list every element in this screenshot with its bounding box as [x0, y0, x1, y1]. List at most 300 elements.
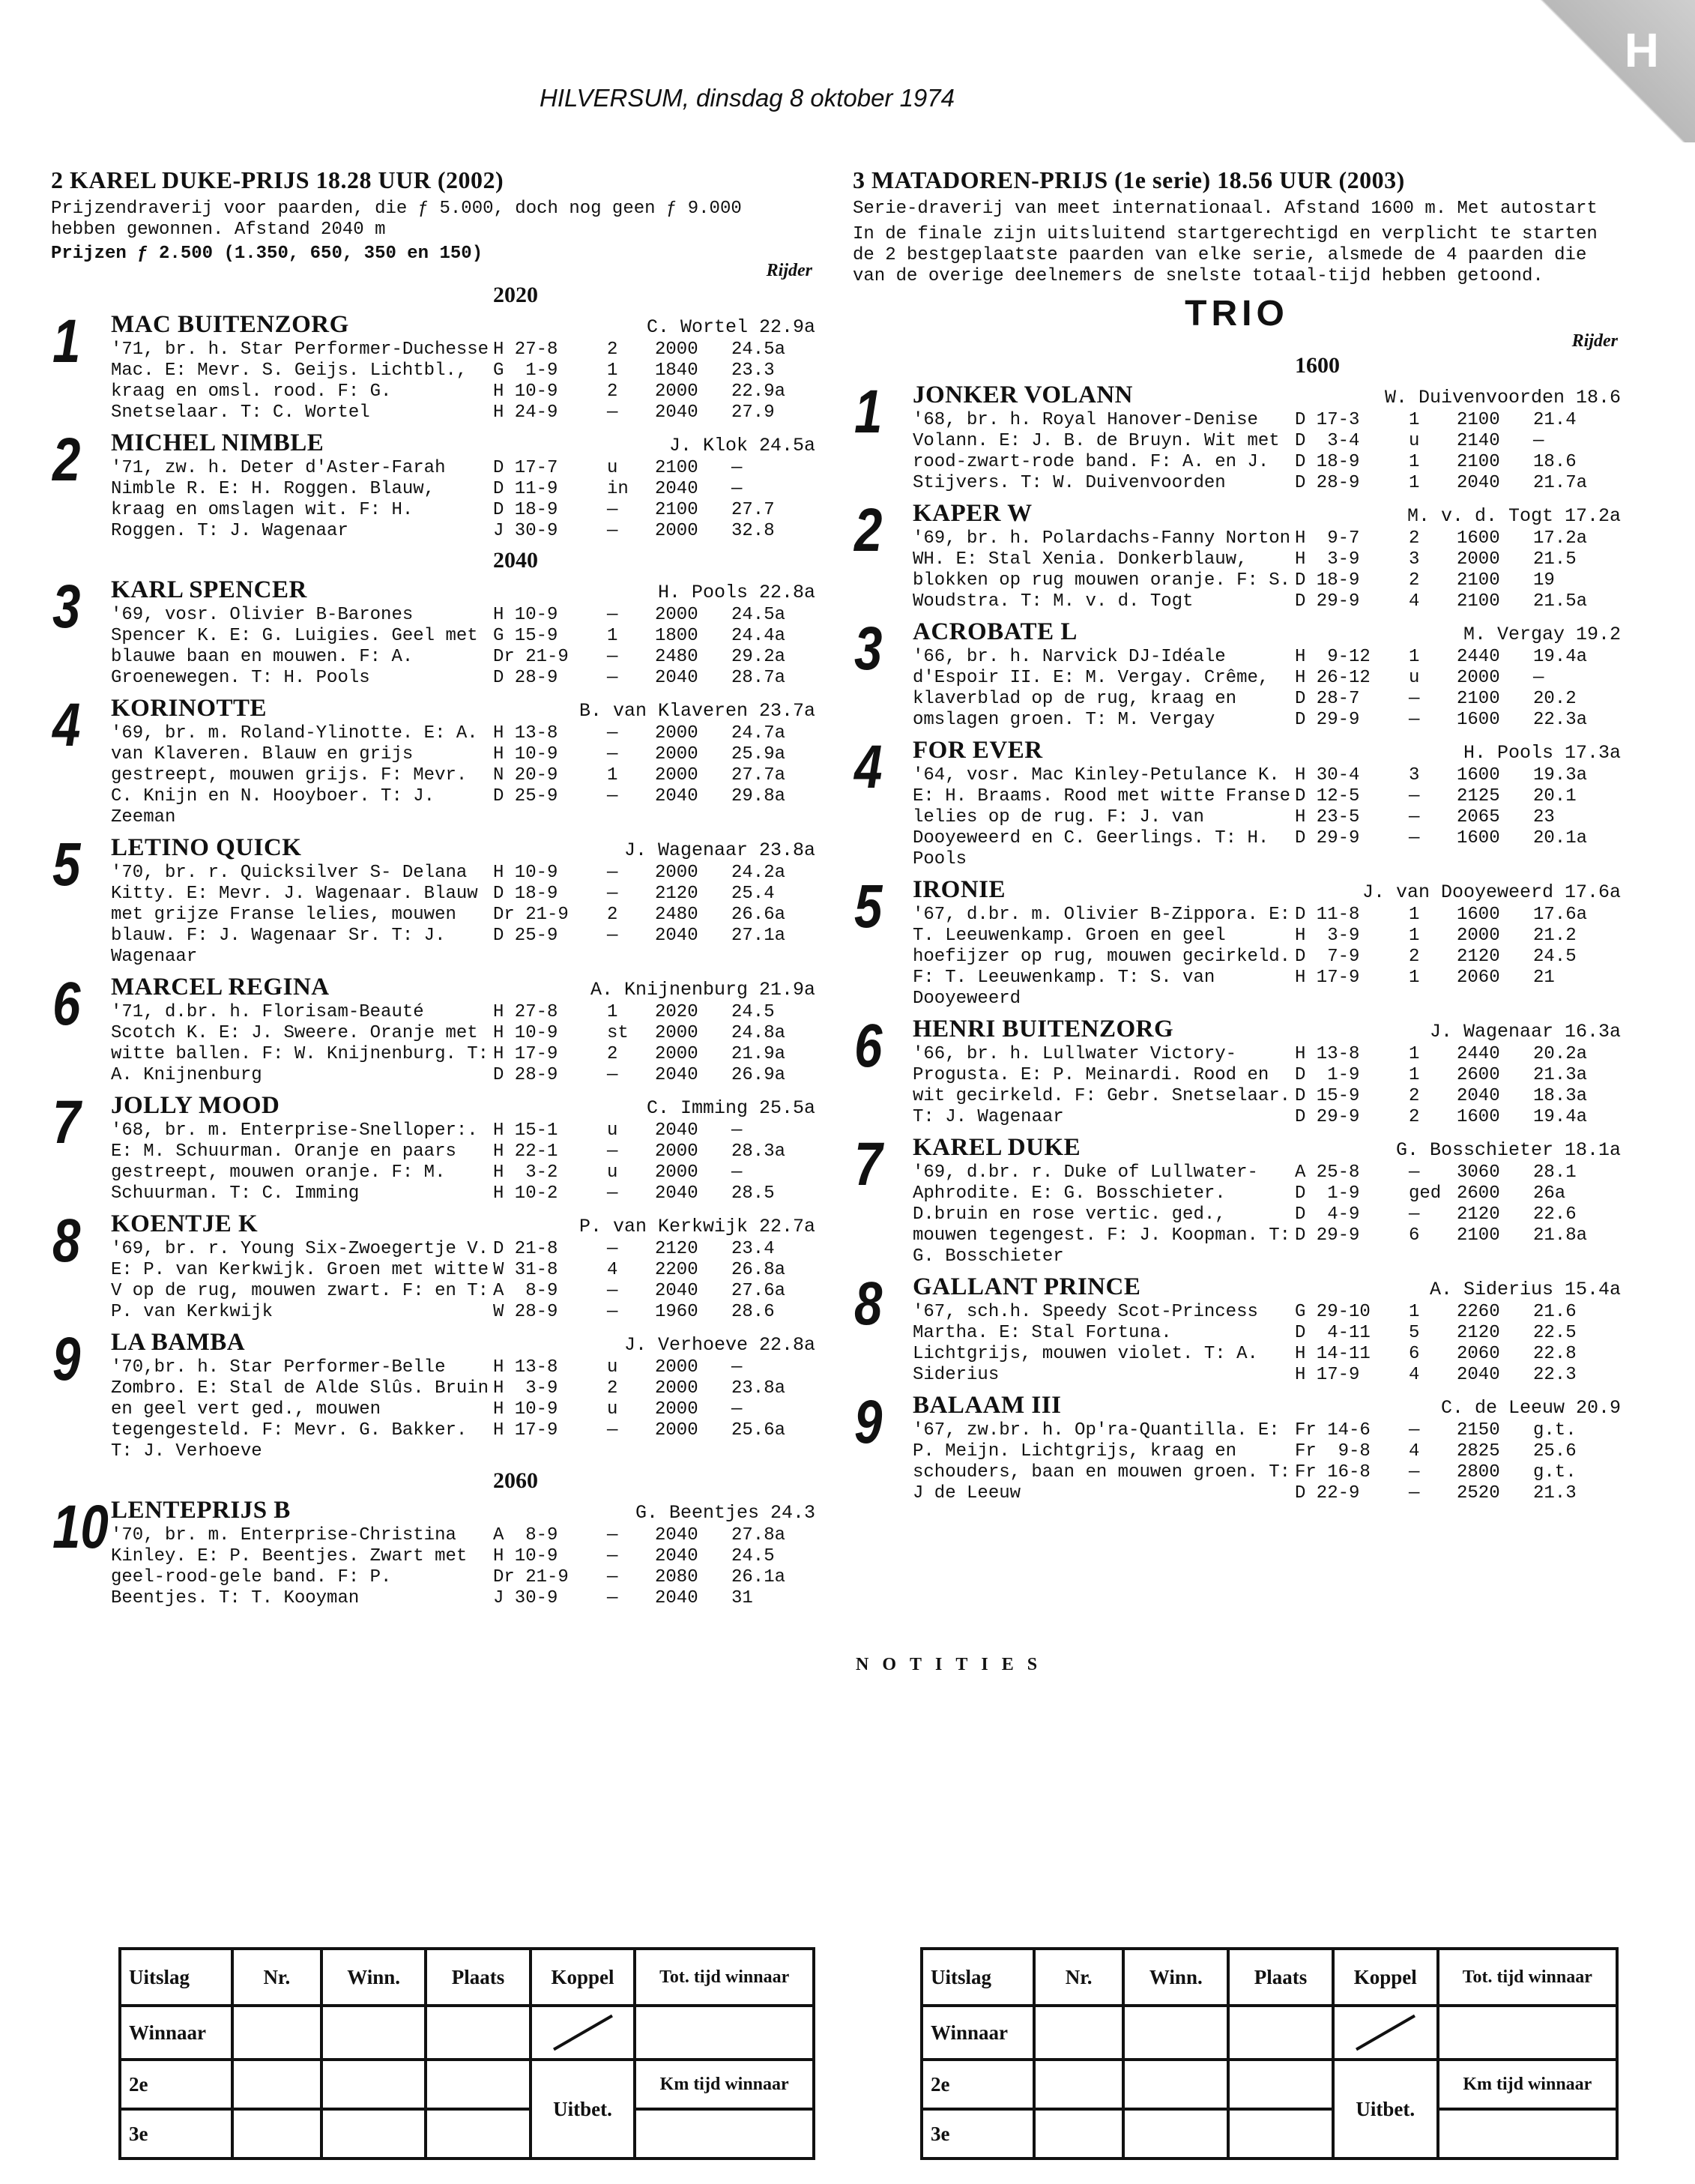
result-distance: 2020	[655, 1002, 698, 1022]
result-date: D 18-9	[493, 884, 558, 904]
result-place: —	[607, 926, 618, 946]
result-distance: 2000	[655, 381, 698, 402]
result-distance: 2000	[655, 1023, 698, 1043]
horse-entry	[853, 378, 1621, 494]
result-time: 25.4	[731, 884, 775, 904]
result-place: —	[1409, 1483, 1420, 1503]
distance-group-heading: 2020	[493, 283, 538, 307]
start-number: 6	[854, 1012, 883, 1080]
result-date: H 15-1	[493, 1120, 558, 1141]
horse-name: LENTEPRIJS B	[111, 1497, 291, 1524]
result-time: 21.4	[1533, 410, 1577, 430]
horse-details	[913, 528, 1621, 612]
result-place: 6	[1409, 1344, 1420, 1364]
result-row	[493, 605, 815, 626]
horse-name: FOR EVER	[913, 737, 1043, 764]
result-time: —	[1533, 431, 1544, 451]
result-time: 24.2a	[731, 863, 786, 883]
result-date: D 1-9	[1295, 1065, 1360, 1085]
result-date: D 1-9	[1295, 1183, 1360, 1204]
result-time: 23.4	[731, 1239, 775, 1259]
result-time: —	[731, 1357, 743, 1378]
result-time: 21.2	[1533, 926, 1577, 946]
trio-heading: TRIO	[1185, 294, 1289, 334]
result-place: u	[607, 1357, 618, 1378]
result-date: J 30-9	[493, 521, 558, 541]
result-place: —	[1409, 1204, 1420, 1225]
horse-heading-row	[111, 1329, 815, 1357]
result-time: 24.5a	[731, 340, 786, 360]
result-time: 25.9a	[731, 744, 786, 764]
horse-heading-row	[111, 429, 815, 458]
horse-entry	[51, 307, 815, 423]
result-row	[1295, 1183, 1617, 1204]
result-row	[493, 668, 815, 689]
result-row	[1295, 905, 1617, 926]
result-time: —	[731, 1120, 743, 1141]
result-place: 1	[607, 361, 618, 381]
result-date: D 29-9	[1295, 828, 1360, 848]
horse-details	[913, 905, 1621, 1010]
horse-description: '67, zw.br. h. Op'ra-Quantilla. E: P. Meijn. Lichtgrijs, kraag en schouders, baan en mouwen groen. T: J de Leeuw	[913, 1420, 1291, 1503]
result-place: 1	[607, 626, 618, 646]
result-distance: 2000	[655, 340, 698, 360]
recent-results	[1295, 1420, 1617, 1504]
result-time: —	[731, 479, 743, 499]
horse-description: '71, br. h. Star Performer-Duchesse Mac. E: Mevr. S. Geijs. Lichtbl., kraag en omsl. rood. F: G. Snetselaar. T: C. Wortel	[111, 340, 489, 423]
result-distance: 2000	[655, 744, 698, 764]
horse-heading-row	[111, 695, 815, 723]
result-date: J 30-9	[493, 1588, 558, 1608]
result-row	[1295, 1065, 1617, 1086]
result-date: H 26-12	[1295, 668, 1371, 688]
result-date: Fr 16-8	[1295, 1462, 1371, 1482]
result-row	[493, 361, 815, 381]
result-distance: 2040	[655, 1588, 698, 1608]
result-date: N 20-9	[493, 765, 558, 785]
result-time: 24.5	[1533, 947, 1577, 967]
horse-name: KORINOTTE	[111, 695, 268, 722]
result-time: 29.2a	[731, 647, 786, 667]
result-time: 18.6	[1533, 452, 1577, 472]
result-place: —	[607, 1281, 618, 1301]
horse-entry	[853, 872, 1621, 1010]
horse-heading-row	[111, 834, 815, 863]
start-number: 6	[52, 970, 81, 1038]
result-row	[493, 500, 815, 521]
result-time: g.t.	[1533, 1420, 1577, 1441]
horse-heading-row	[913, 1134, 1621, 1162]
recent-results	[1295, 1162, 1617, 1267]
entries-list	[853, 353, 1621, 1504]
result-row	[1295, 968, 1617, 989]
result-distance: 2520	[1457, 1483, 1500, 1503]
recent-results	[493, 723, 815, 828]
horse-description: '70, br. m. Enterprise-Christina Kinley. E: P. Beentjes. Zwart met geel-rood-gele band. F: P. Beentjes. T: T. Kooyman	[111, 1525, 468, 1608]
result-distance: 2000	[655, 1399, 698, 1420]
result-place: —	[607, 1183, 618, 1204]
slash-mark	[553, 2015, 613, 2051]
result-distance: 2100	[655, 500, 698, 520]
horse-entry	[51, 573, 815, 689]
result-distance: 1800	[655, 626, 698, 646]
start-number: 3	[52, 573, 81, 641]
result-date: D 28-9	[1295, 473, 1360, 493]
result-row	[493, 1399, 815, 1420]
result-row	[493, 1002, 815, 1023]
result-place: 4	[1409, 1441, 1420, 1461]
horse-description: '69, br. h. Polardachs-Fanny Norton WH. E: Stal Xenia. Donkerblauw, blokken op rug mouwen oranje. F: S. Woudstra. T: M. v. d. Togt	[913, 528, 1291, 612]
page-corner-tab	[1500, 0, 1695, 142]
result-place: 1	[607, 1002, 618, 1022]
result-date: D 4-9	[1295, 1204, 1360, 1225]
horse-entry	[51, 1088, 815, 1204]
result-row	[493, 1378, 815, 1399]
result-date: H 17-9	[1295, 1365, 1360, 1385]
result-place: —	[1409, 786, 1420, 806]
recent-results	[493, 863, 815, 968]
rider-record: J. Wagenaar 16.3a	[1429, 1021, 1621, 1043]
horse-name: LA BAMBA	[111, 1329, 246, 1356]
horse-details	[913, 1420, 1621, 1504]
recent-results	[493, 1357, 815, 1462]
horse-details	[913, 1162, 1621, 1267]
scorecard-cell[interactable]	[1123, 2109, 1228, 2159]
result-date: H 22-1	[493, 1141, 558, 1162]
result-place: —	[607, 521, 618, 541]
scorecard-cell[interactable]	[635, 2006, 814, 2060]
result-time: 24.4a	[731, 626, 786, 646]
result-date: H 10-9	[493, 1023, 558, 1043]
scorecard-cell[interactable]	[1228, 2060, 1333, 2109]
result-distance: 1600	[1457, 828, 1500, 848]
scorecard-cell[interactable]	[232, 2006, 321, 2060]
scorecard-cell[interactable]	[1228, 2109, 1333, 2159]
result-row	[1295, 1204, 1617, 1225]
result-time: 21	[1533, 968, 1555, 988]
result-distance: 2060	[1457, 968, 1500, 988]
result-place: 1	[1409, 473, 1420, 493]
rider-column-heading: Rijder	[766, 261, 812, 280]
result-row	[493, 1302, 815, 1323]
result-distance: 2100	[1457, 570, 1500, 591]
distance-group-heading: 2060	[493, 1468, 538, 1493]
scorecard-cell[interactable]	[232, 2109, 321, 2159]
result-time: 20.1	[1533, 786, 1577, 806]
result-place: —	[607, 1065, 618, 1085]
scorecard-cell[interactable]	[321, 2006, 426, 2060]
result-time: 19.4a	[1533, 1107, 1588, 1127]
horse-description: '69, d.br. r. Duke of Lullwater-Aphrodite. E: G. Bosschieter. D.bruin en rose vertic. ged., mouwen tegengest. F: J. Koopman. T: G. Bosschieter	[913, 1162, 1291, 1267]
result-row	[493, 863, 815, 884]
horse-details	[111, 723, 815, 828]
scorecard-cell[interactable]	[232, 2060, 321, 2109]
scorecard-cell[interactable]	[1438, 2006, 1617, 2060]
result-row	[493, 1239, 815, 1260]
result-place: 1	[1409, 926, 1420, 946]
scorecard-cell[interactable]	[426, 2109, 530, 2159]
result-date: D 17-3	[1295, 410, 1360, 430]
scorecard-cell[interactable]	[1034, 2006, 1124, 2060]
result-distance: 2000	[655, 1378, 698, 1399]
scorecard-cell[interactable]	[1123, 2060, 1228, 2109]
result-time: 27.7a	[731, 765, 786, 785]
result-date: D 29-9	[1295, 1225, 1360, 1246]
rider-column-heading: Rijder	[1571, 331, 1618, 351]
result-distance: 2150	[1457, 1420, 1500, 1441]
result-date: H 30-4	[1295, 765, 1360, 785]
result-time: 24.5a	[731, 605, 786, 625]
result-time: —	[731, 458, 743, 478]
recent-results	[493, 1120, 815, 1204]
scorecard-row-label: 2e	[922, 2060, 1034, 2109]
scorecard-cell[interactable]	[321, 2060, 426, 2109]
result-time: 21.9a	[731, 1044, 786, 1064]
horse-heading-row	[913, 381, 1621, 410]
result-row	[1295, 1107, 1617, 1128]
result-place: —	[1409, 1162, 1420, 1183]
result-time: 22.6	[1533, 1204, 1577, 1225]
horse-entry	[853, 1270, 1621, 1386]
horse-entry	[51, 691, 815, 828]
result-time: 28.5	[731, 1183, 775, 1204]
result-date: D 29-9	[1295, 1107, 1360, 1127]
result-place: —	[607, 1420, 618, 1441]
result-place: 2	[607, 381, 618, 402]
result-distance: 2065	[1457, 807, 1500, 827]
result-row	[493, 926, 815, 947]
result-date: H 3-9	[1295, 549, 1360, 570]
result-time: 19	[1533, 570, 1555, 591]
result-place: 2	[607, 340, 618, 360]
horse-description: '64, vosr. Mac Kinley-Petulance K. E: H. Braams. Rood met witte Franse lelies op de rug. F: J. van Dooyeweerd en C. Geerlings. T: H. Pools	[913, 765, 1291, 869]
result-distance: 2100	[1457, 452, 1500, 472]
result-place: —	[607, 1302, 618, 1322]
horse-entry	[853, 1388, 1621, 1504]
result-date: D 29-9	[1295, 591, 1360, 612]
race-conditions: In de finale zijn uitsluitend startgerechtigd en verplicht te starten de 2 bestgeplaatste paarden van elke serie, alsmede de 4 paarden die van de overige deelnemers de snelste totaal-tijd hebben getoond.	[853, 224, 1598, 286]
start-number: 8	[52, 1207, 81, 1275]
result-time: 26a	[1533, 1183, 1566, 1204]
horse-details	[111, 1525, 815, 1609]
rider-record: C. Imming 25.5a	[646, 1097, 815, 1119]
horse-entry	[51, 426, 815, 542]
horse-description: '69, br. r. Young Six-Zwoegertje V. E: P. van Kerkwijk. Groen met witte V op de rug, mouwen zwart. F: en T: P. van Kerkwijk	[111, 1239, 489, 1322]
result-date: D 18-9	[1295, 452, 1360, 472]
result-place: 4	[1409, 591, 1420, 612]
result-distance: 2000	[1457, 549, 1500, 570]
section-letter: H	[1624, 23, 1659, 77]
scorecard-cell[interactable]	[1438, 2109, 1617, 2159]
result-date: D 18-9	[1295, 570, 1360, 591]
result-time: 24.5	[731, 1002, 775, 1022]
rider-record: A. Siderius 15.4a	[1429, 1279, 1621, 1300]
result-time: 20.2	[1533, 689, 1577, 709]
result-distance: 2040	[655, 1183, 698, 1204]
start-number: 2	[52, 426, 81, 494]
result-row	[493, 1260, 815, 1281]
scorecard-cell[interactable]	[426, 2006, 530, 2060]
horse-name: KAREL DUKE	[913, 1134, 1081, 1161]
recent-results	[493, 1002, 815, 1086]
scorecard-cell[interactable]	[635, 2109, 814, 2159]
result-row	[1295, 1162, 1617, 1183]
scorecard-header: Winn.	[321, 1949, 426, 2006]
start-number: 7	[854, 1130, 883, 1198]
scorecard-cell[interactable]	[1228, 2006, 1333, 2060]
result-place: —	[1409, 710, 1420, 730]
result-time: 21.7a	[1533, 473, 1588, 493]
recent-results	[1295, 528, 1617, 612]
result-distance: 2000	[655, 1044, 698, 1064]
scorecard-cell[interactable]	[1123, 2006, 1228, 2060]
result-place: 1	[607, 765, 618, 785]
distance-group-heading: 2040	[493, 548, 538, 573]
horse-heading-row	[913, 737, 1621, 765]
start-number: 10	[52, 1493, 109, 1561]
horse-description: '68, br. m. Enterprise-Snelloper:. E: M. Schuurman. Oranje en paars gestreept, mouwen oranje. F: M. Schuurman. T: C. Imming	[111, 1120, 478, 1204]
horse-name: BALAAM III	[913, 1392, 1062, 1419]
scorecard-cell[interactable]	[426, 2060, 530, 2109]
recent-results	[1295, 1044, 1617, 1128]
result-distance: 2040	[655, 1546, 698, 1566]
result-date: W 28-9	[493, 1302, 558, 1322]
result-place: 2	[607, 1044, 618, 1064]
start-number: 9	[854, 1388, 883, 1456]
result-date: H 27-8	[493, 1002, 558, 1022]
result-date: Dr 21-9	[493, 647, 569, 667]
rider-record: G. Beentjes 24.3	[635, 1502, 815, 1524]
result-time: 23	[1533, 807, 1555, 827]
result-place: —	[1409, 1462, 1420, 1482]
result-date: G 15-9	[493, 626, 558, 646]
result-place: 1	[1409, 452, 1420, 472]
result-distance: 2000	[1457, 668, 1500, 688]
result-time: 22.3	[1533, 1365, 1577, 1385]
result-time: 20.1a	[1533, 828, 1588, 848]
result-place: 5	[1409, 1323, 1420, 1343]
result-distance: 2100	[1457, 410, 1500, 430]
scorecard-cell[interactable]	[321, 2109, 426, 2159]
horse-name: JONKER VOLANN	[913, 381, 1134, 408]
result-distance: 2000	[655, 863, 698, 883]
result-distance: 2040	[1457, 1365, 1500, 1385]
result-place: u	[607, 1120, 618, 1141]
result-place: —	[1409, 1420, 1420, 1441]
result-row	[493, 765, 815, 786]
result-time: —	[731, 1399, 743, 1420]
horse-description: '69, br. m. Roland-Ylinotte. E: A. van Klaveren. Blauw en grijs gestreept, mouwen grijs. F: Mevr. C. Knijn en N. Hooyboer. T: J. Zeeman	[111, 723, 478, 827]
result-row	[1295, 1420, 1617, 1441]
horse-heading-row	[111, 1497, 815, 1525]
result-date: G 29-10	[1295, 1302, 1371, 1322]
result-date: H 3-2	[493, 1162, 558, 1183]
result-time: 21.6	[1533, 1302, 1577, 1322]
slash-mark	[1356, 2015, 1415, 2051]
result-distance: 2000	[655, 1162, 698, 1183]
scorecard-header: Koppel	[1333, 1949, 1438, 2006]
result-distance: 1600	[1457, 1107, 1500, 1127]
recent-results	[493, 605, 815, 689]
result-place: —	[607, 500, 618, 520]
result-date: D 17-7	[493, 458, 558, 478]
rider-record: H. Pools 22.8a	[657, 582, 815, 603]
distance-group-heading: 1600	[1295, 353, 1340, 378]
horse-name: MARCEL REGINA	[111, 974, 330, 1001]
result-date: D 4-11	[1295, 1323, 1371, 1343]
result-place: u	[607, 1399, 618, 1420]
race-description: Prijzendraverij voor paarden, die ƒ 5.000, doch nog geen ƒ 9.000 hebben gewonnen. Afstand 2040 m	[51, 199, 742, 240]
horse-heading-row	[913, 500, 1621, 528]
result-time: 19.3a	[1533, 765, 1588, 785]
result-place: u	[607, 458, 618, 478]
result-place: in	[607, 479, 629, 499]
result-place: ged	[1409, 1183, 1442, 1204]
result-distance: 2120	[655, 1239, 698, 1259]
race-title: 3 MATADOREN-PRIJS (1e serie) 18.56 UUR (2003)	[853, 166, 1405, 193]
scorecard-header: Koppel	[531, 1949, 635, 2006]
result-row	[1295, 1365, 1617, 1386]
recent-results	[493, 458, 815, 542]
result-place: 4	[607, 1260, 618, 1280]
result-distance: 2825	[1457, 1441, 1500, 1461]
result-date: H 13-8	[493, 1357, 558, 1378]
result-place: —	[607, 1546, 618, 1566]
notes-heading: NOTITIES	[856, 1655, 1051, 1674]
result-place: 1	[1409, 1044, 1420, 1064]
scorecard-cell[interactable]	[1034, 2109, 1124, 2159]
result-row	[1295, 807, 1617, 828]
result-date: D 15-9	[1295, 1086, 1360, 1106]
result-distance: 2120	[1457, 947, 1500, 967]
result-time: 25.6	[1533, 1441, 1577, 1461]
result-row	[493, 1525, 815, 1546]
result-distance: 2040	[655, 402, 698, 423]
result-time: 21.3	[1533, 1483, 1577, 1503]
scorecard-header: Plaats	[1228, 1949, 1333, 2006]
horse-entry	[51, 1207, 815, 1323]
result-place: 2	[1409, 570, 1420, 591]
result-row	[1295, 828, 1617, 849]
result-distance: 2000	[655, 765, 698, 785]
result-place: —	[607, 786, 618, 806]
result-distance: 2060	[1457, 1344, 1500, 1364]
result-place: —	[607, 647, 618, 667]
result-distance: 2000	[655, 1420, 698, 1441]
result-place: —	[607, 1567, 618, 1587]
result-row	[1295, 591, 1617, 612]
result-place: —	[607, 402, 618, 423]
rider-record: M. Vergay 19.2	[1463, 624, 1621, 645]
result-distance: 2040	[655, 668, 698, 688]
result-distance: 2440	[1457, 647, 1500, 667]
payout-label: Uitbet.	[1333, 2060, 1438, 2159]
result-row	[493, 1588, 815, 1609]
result-distance: 2100	[655, 458, 698, 478]
result-time: 22.8	[1533, 1344, 1577, 1364]
result-distance: 1600	[1457, 528, 1500, 549]
result-place: 2	[607, 1378, 618, 1399]
result-time: g.t.	[1533, 1462, 1577, 1482]
result-distance: 2040	[655, 1065, 698, 1085]
result-row	[1295, 710, 1617, 731]
result-row	[1295, 528, 1617, 549]
scorecard-cell[interactable]	[1034, 2060, 1124, 2109]
result-date: D 29-9	[1295, 710, 1360, 730]
rider-record: P. van Kerkwijk 22.7a	[578, 1216, 815, 1237]
recent-results	[1295, 1302, 1617, 1386]
horse-description: '71, zw. h. Deter d'Aster-Farah Nimble R. E: H. Roggen. Blauw, kraag en omslagen wit. F: H. Roggen. T: J. Wagenaar	[111, 458, 446, 541]
